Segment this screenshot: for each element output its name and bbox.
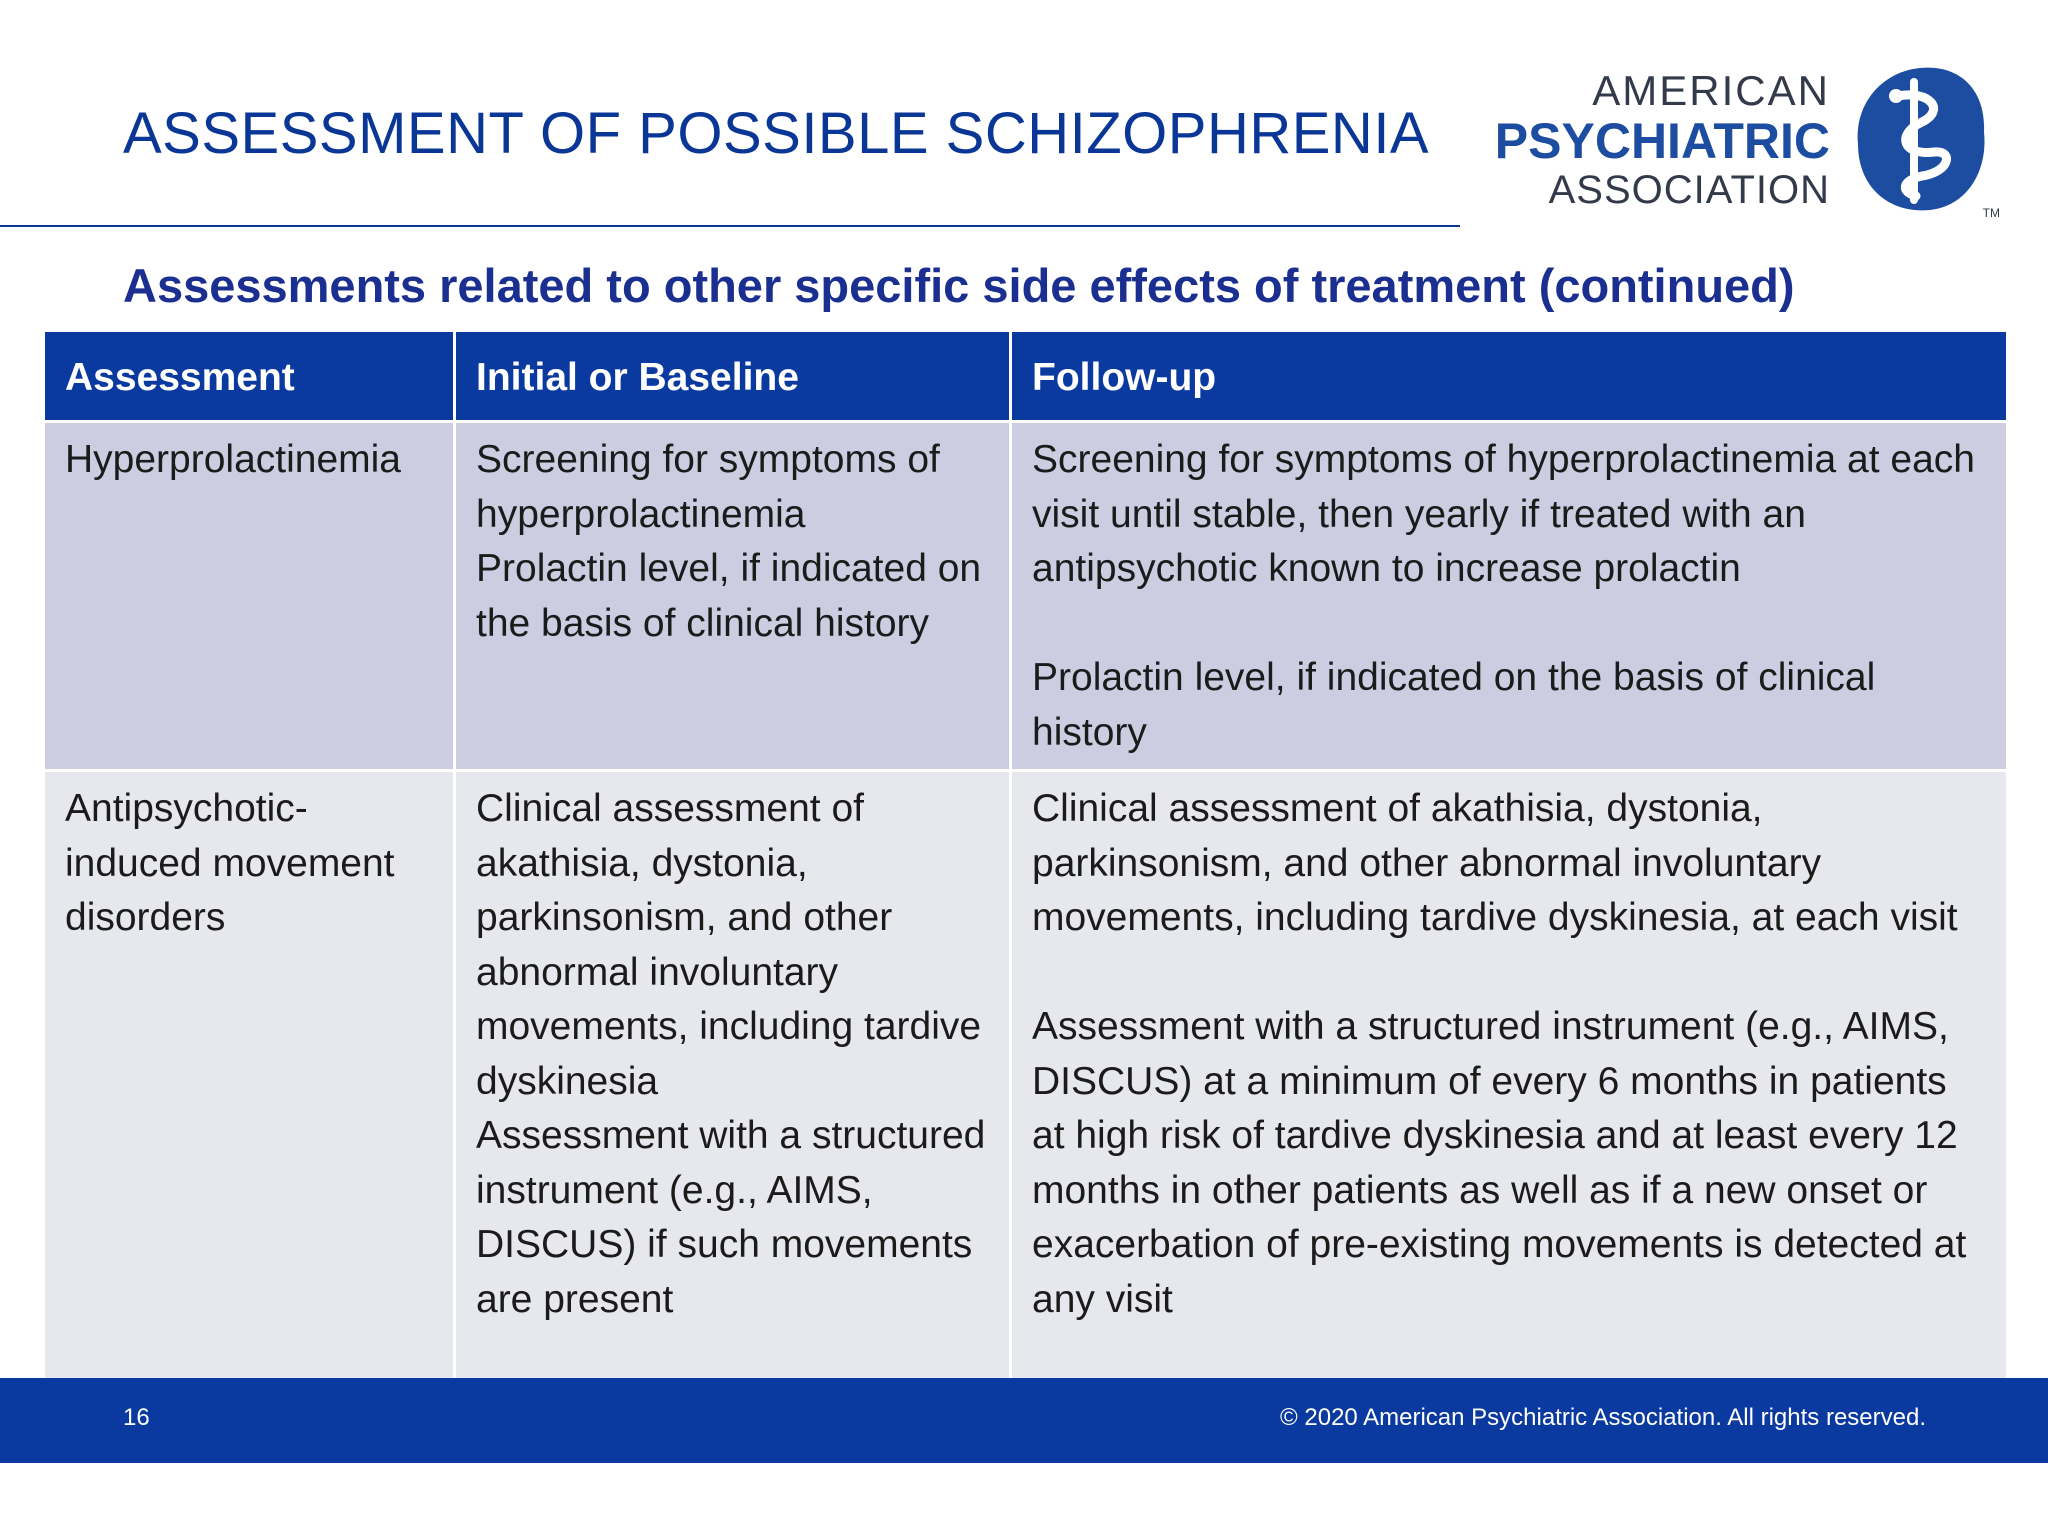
logo-line-psychiatric: PSYCHIATRIC <box>1494 113 1830 169</box>
paragraph-gap <box>1032 597 1986 652</box>
cell-assessment <box>44 422 455 771</box>
initial-item: Assessment with a structured instrument (e.g., AIMS, DISCUS) if such movements are present <box>476 1114 986 1321</box>
followup-item: Assessment with a structured instrument (e.g., AIMS, DISCUS) at a minimum of every 6 months in patients at high risk of tardive dyskinesia and at least every 12 months in other patients as well as if a new onset or exacerbation of pre-existing movements is detected at any visit <box>1032 1005 1967 1321</box>
cell-follow-up <box>1011 771 2008 1390</box>
table-header-row <box>44 332 2008 422</box>
page-number: 16 <box>123 1404 150 1431</box>
slide-title: ASSESSMENT OF POSSIBLE SCHIZOPHRENIA <box>123 101 1430 166</box>
assessment-table <box>42 332 2009 1391</box>
copyright-notice: © 2020 American Psychiatric Association. All rights reserved. <box>1280 1404 1926 1431</box>
logo-wordmark <box>1494 67 1830 212</box>
followup-item: Screening for symptoms of hyperprolactinemia at each visit until stable, then yearly if treated with an antipsychotic known to increase prolactin <box>1032 438 1975 590</box>
logo-trademark: TM <box>1982 206 2000 220</box>
header-assessment: Assessment <box>44 332 455 422</box>
cell-initial <box>455 422 1011 771</box>
assessment-label: Antipsychotic-induced movement disorders <box>65 787 395 939</box>
table-row <box>44 422 2008 771</box>
slide-subtitle: Assessments related to other specific side effects of treatment (continued) <box>123 259 1795 312</box>
initial-item: Prolactin level, if indicated on the basis of clinical history <box>476 547 982 645</box>
header-follow-up: Follow-up <box>1011 332 2008 422</box>
apa-logo <box>1494 60 2000 220</box>
initial-item: Screening for symptoms of hyperprolactinemia <box>476 438 940 536</box>
followup-item: Prolactin level, if indicated on the basis of clinical history <box>1032 656 1876 754</box>
header-initial-baseline: Initial or Baseline <box>455 332 1011 422</box>
paragraph-gap <box>1032 946 1986 1001</box>
table-row <box>44 771 2008 1390</box>
cell-initial <box>455 771 1011 1390</box>
cell-assessment <box>44 771 455 1390</box>
caduceus-icon <box>1850 60 1990 215</box>
logo-line-american: AMERICAN <box>1592 67 1830 114</box>
title-divider <box>0 225 1460 227</box>
logo-line-association: ASSOCIATION <box>1548 168 1830 212</box>
initial-item: Clinical assessment of akathisia, dystonia, parkinsonism, and other abnormal involuntary movements, including tardive dyskinesia <box>476 787 982 1103</box>
assessment-label: Hyperprolactinemia <box>65 438 401 481</box>
followup-item: Clinical assessment of akathisia, dystonia, parkinsonism, and other abnormal involuntary movements, including tardive dyskinesia, at each visit <box>1032 787 1958 939</box>
cell-follow-up <box>1011 422 2008 771</box>
